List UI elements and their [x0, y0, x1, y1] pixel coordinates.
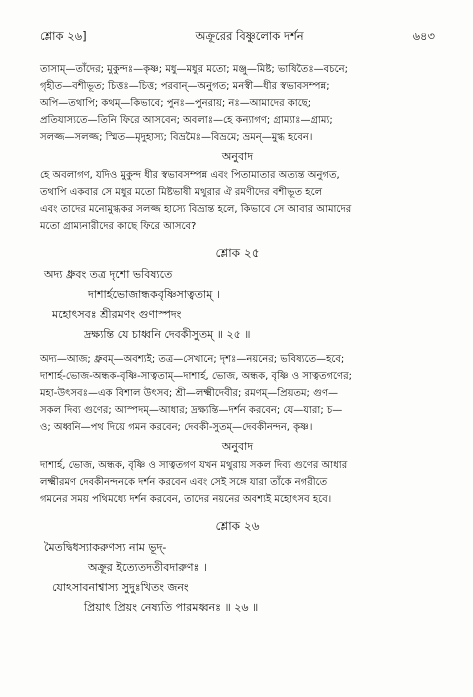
synonyms-line: অদ্য—আজ; ধ্রুবম্—অবশ্যই; তত্র—সেখানে; দৃশঃ—নয়নের; ভবিষ্যতে—হবে;: [40, 354, 345, 365]
translation-line: দাশার্হ, ভোজ, অন্ধক, বৃষ্ণি ও সাত্বতগণ যখন মথুরায় সকল দিব্য গুণের আধার: [40, 460, 348, 471]
translation-line: লক্ষ্মীরমণ দেবকীনন্দনকে দর্শন করবেন এবং সেই সঙ্গে যারা তাঁকে নগরীতে: [40, 477, 328, 488]
translation-heading: অনুবাদ: [221, 440, 254, 453]
synonyms-block-25: [40, 351, 435, 436]
verse-line: অক্রূর ইত্যেতদতীবদারুণঃ ।: [88, 561, 207, 574]
verse-text-25: [40, 265, 435, 345]
translation-line: এবং তাদের মনোমুগ্ধকর সলজ্জ হাস্যে বিভ্রান্ত হলে, কিভাবে সে আবার আমাদের: [40, 204, 352, 215]
translation-heading: অনুবাদ: [221, 150, 254, 163]
page-header: [40, 28, 435, 47]
synonyms-line: গৃহীত—বশীভূত; চিত্তঃ—চিত্ত; পরবান্—অনুগত; মনস্বী—ধীর স্বভাবসম্পন্ন;: [40, 81, 330, 92]
verse-number-26: শ্লোক ২৬: [215, 519, 260, 533]
verse-reference: শ্লোক ২৬]: [40, 29, 87, 43]
synonyms-line: তাসাম্—তাঁদের; মুকুন্দঃ—কৃষ্ণ; মধু—মধুর মতো; মঞ্জু—মিষ্ট; ভাষিতৈঃ—বচনে;: [40, 64, 348, 75]
verse-line: যোঽসাবনাশ্বাস্য সুদুঃখিতং জনং: [52, 581, 189, 594]
verse-text-26: [40, 538, 435, 618]
verse-number-25: শ্লোক ২৫: [215, 246, 260, 260]
verse-line: মহোৎসবঃ শ্রীরমণং গুণাস্পদং: [52, 308, 182, 321]
verse-line: দাশার্হভোজান্ধকবৃষ্ণিসাত্বতাম্ ।: [88, 288, 220, 301]
synonyms-block-24: [40, 61, 435, 146]
chapter-title: অক্রূরের বিষ্ণুলোক দর্শন: [195, 29, 304, 43]
synonyms-line: ও; অধ্বনি—পথ দিয়ে গমন করবেন; দেবকী-সুতম্—দেবকীনন্দন, কৃষ্ণ।: [40, 422, 313, 433]
translation-line: মতো গ্রাম্যনারীদের কাছে ফিরে আসবে?: [40, 221, 197, 232]
synonyms-line: দাশার্হ-ভোজ-অন্ধক-বৃষ্ণি-সাত্বতাম্—দাশার্হ, ভোজ, অন্ধক, বৃষ্ণি ও সাত্বতগণের;: [40, 371, 352, 382]
verse-line: প্রিয়াৎ প্রিয়ং নেষ্যতি পারমধ্বনঃ ॥ ২৬ ॥: [84, 601, 259, 614]
translation-block-25: [40, 457, 435, 508]
synonyms-line: সকল দিব্য গুণের; আস্পদম্—আধার; দ্রক্ষ্যন্তি—দর্শন করবেন; যে—যারা; চ—: [40, 405, 343, 416]
translation-line: গমনের সময় পথিমধ্যে দর্শন করবেন, তাদের নয়নের অবশ্যই মহোৎসব হবে।: [40, 494, 332, 505]
verse-line: মৈতদ্বিধস্যাকরুণস্য নাম ভূদ্-: [44, 541, 167, 554]
verse-line: অদ্য ধ্রুবং তত্র দৃশো ভবিষ্যতে: [44, 268, 173, 281]
translation-line: হে অবলাগণ, যদিও মুকুন্দ ধীর স্বভাবসম্পন্ন এবং পিতামাতার অত্যন্ত অনুগত,: [40, 170, 340, 181]
synonyms-line: প্রতিযাস্যতে—তিনি ফিরে আসবেন; অবলাঃ—হে কন্যাগণ; গ্রাম্যাঃ—গ্রাম্য;: [40, 115, 333, 126]
synonyms-line: অপি—তথাপি; কথম্—কিভাবে; পুনঃ—পুনরায়; নঃ—আমাদের কাছে;: [40, 98, 312, 109]
translation-line: তথাপি একবার সে মধুর মতো মিষ্টভাষী মথুরার ঐ রমণীদের বশীভূত হলে: [40, 187, 323, 198]
translation-block-24: [40, 167, 435, 235]
synonyms-line: সলজ্জ—সলজ্জ; স্মিত—মৃদুহাস্য; বিভ্রমৈঃ—বিভ্রমে; ভ্রমন্—মুগ্ধ হবেন।: [40, 132, 313, 143]
page-number: ৬৪৩: [412, 29, 435, 43]
verse-line: দ্রক্ষ্যন্তি যে চাধ্বনি দেবকীসুতম্ ॥ ২৫ ॥: [84, 328, 251, 341]
synonyms-line: মহা-উৎসবঃ—এক বিশাল উৎসব; শ্রী—লক্ষ্মীদেবীর; রমণম্—প্রিয়তম; গুণ—: [40, 388, 338, 399]
